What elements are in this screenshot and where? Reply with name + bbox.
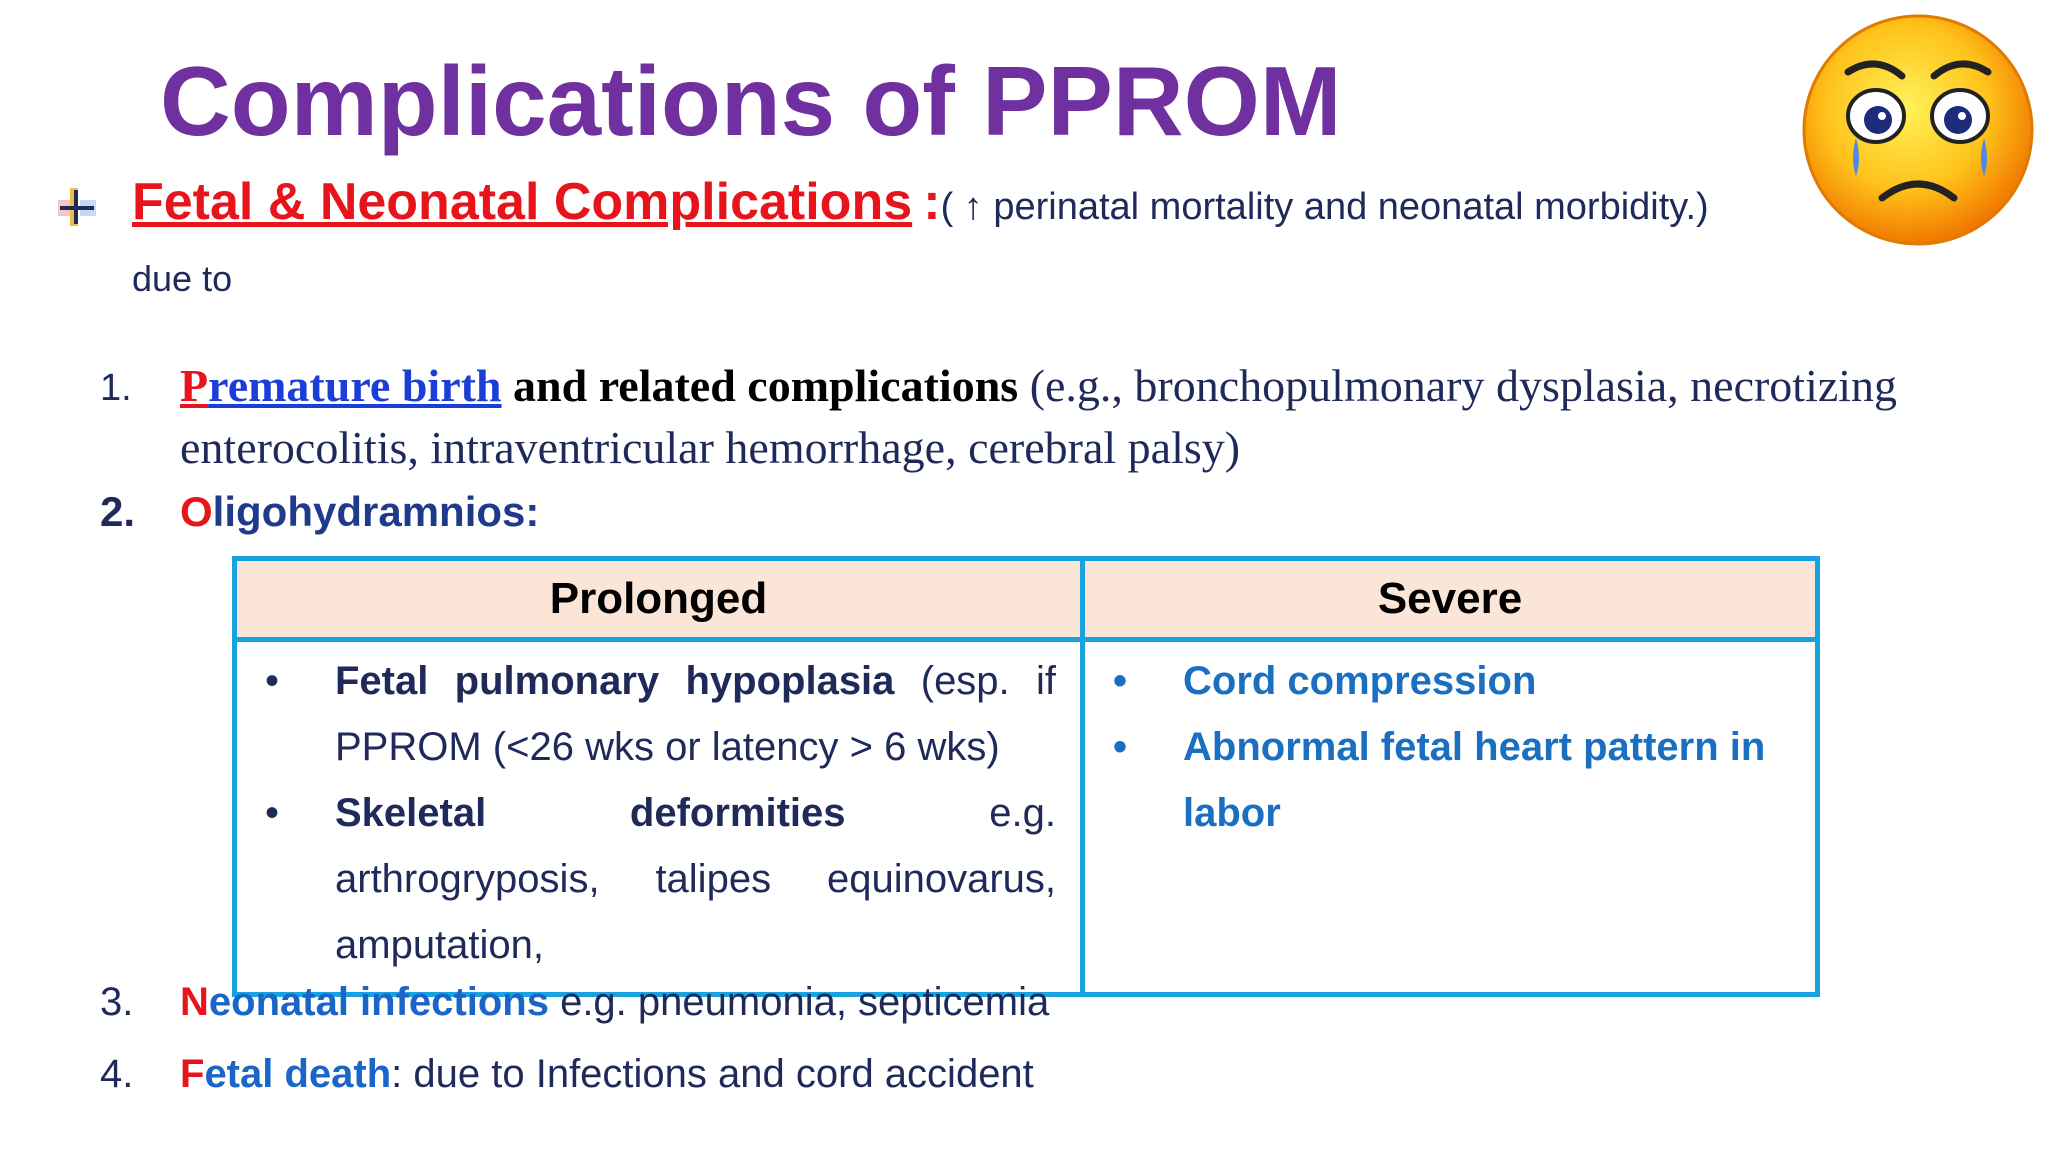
section-subtext: ( ↑ perinatal mortality and neonatal morbidity.)	[940, 186, 1709, 228]
list-item-body	[180, 1052, 1034, 1097]
column-header-severe: Severe	[1083, 559, 1818, 640]
prolonged-cell	[235, 640, 1083, 995]
first-letter: O	[180, 488, 213, 535]
list-item	[261, 648, 1056, 780]
bullet: •	[1113, 659, 1128, 703]
examples-text: e.g. pneumonia, septicemia	[548, 980, 1050, 1024]
list-number: 3.	[100, 980, 134, 1024]
finding-term: Abnormal fetal heart pattern in labor	[1183, 725, 1766, 835]
oligohydramnios-term: ligohydramnios:	[212, 488, 540, 535]
list-item-body	[180, 980, 1049, 1025]
list-item-body	[180, 355, 1900, 479]
premature-birth-term: remature birth	[208, 360, 502, 411]
bullet: •	[265, 659, 280, 703]
neonatal-infections-term: eonatal infections	[208, 980, 549, 1024]
list-item	[261, 780, 1056, 978]
finding-detail: (esp. if PPROM (<26 wks or latency > 6 wks)	[335, 659, 1056, 769]
oligohydramnios-table	[232, 556, 1820, 997]
section-heading-line	[132, 172, 1832, 232]
first-letter: N	[180, 980, 209, 1024]
plus-bullet-icon	[56, 186, 98, 228]
finding-detail: e.g. arthrogryposis, talipes equinovarus, amputation,	[335, 791, 1056, 967]
list-item	[1109, 714, 1791, 846]
crying-face-icon	[1798, 10, 2038, 250]
list-number: 1.	[100, 367, 132, 409]
page-title: Complications of PPROM	[160, 46, 1342, 156]
list-number: 4.	[100, 1052, 134, 1096]
section-colon: :	[923, 173, 941, 231]
list-item	[1109, 648, 1791, 714]
bullet: •	[265, 791, 280, 835]
severe-cell	[1083, 640, 1818, 995]
examples-text: (e.g., bronchopulmonary dysplasia, necrotizing enterocolitis, intraventricular hemorrhage, cerebral palsy)	[180, 360, 1898, 474]
first-letter: P	[180, 360, 209, 411]
related-complications: and related complications	[501, 360, 1019, 411]
due-to-text: due to	[132, 258, 233, 299]
finding-term: Skeletal deformities	[335, 791, 846, 835]
list-item-body	[180, 488, 539, 536]
list-number: 2.	[100, 488, 136, 535]
finding-term: Fetal pulmonary hypoplasia	[335, 659, 895, 703]
finding-term: Cord compression	[1183, 659, 1537, 703]
column-header-prolonged: Prolonged	[235, 559, 1083, 640]
cause-text: : due to Infections and cord accident	[391, 1052, 1034, 1096]
fetal-death-term: etal death	[204, 1052, 392, 1096]
bullet: •	[1113, 725, 1128, 769]
section-heading: Fetal & Neonatal Complications	[132, 173, 913, 231]
first-letter: F	[180, 1052, 205, 1096]
